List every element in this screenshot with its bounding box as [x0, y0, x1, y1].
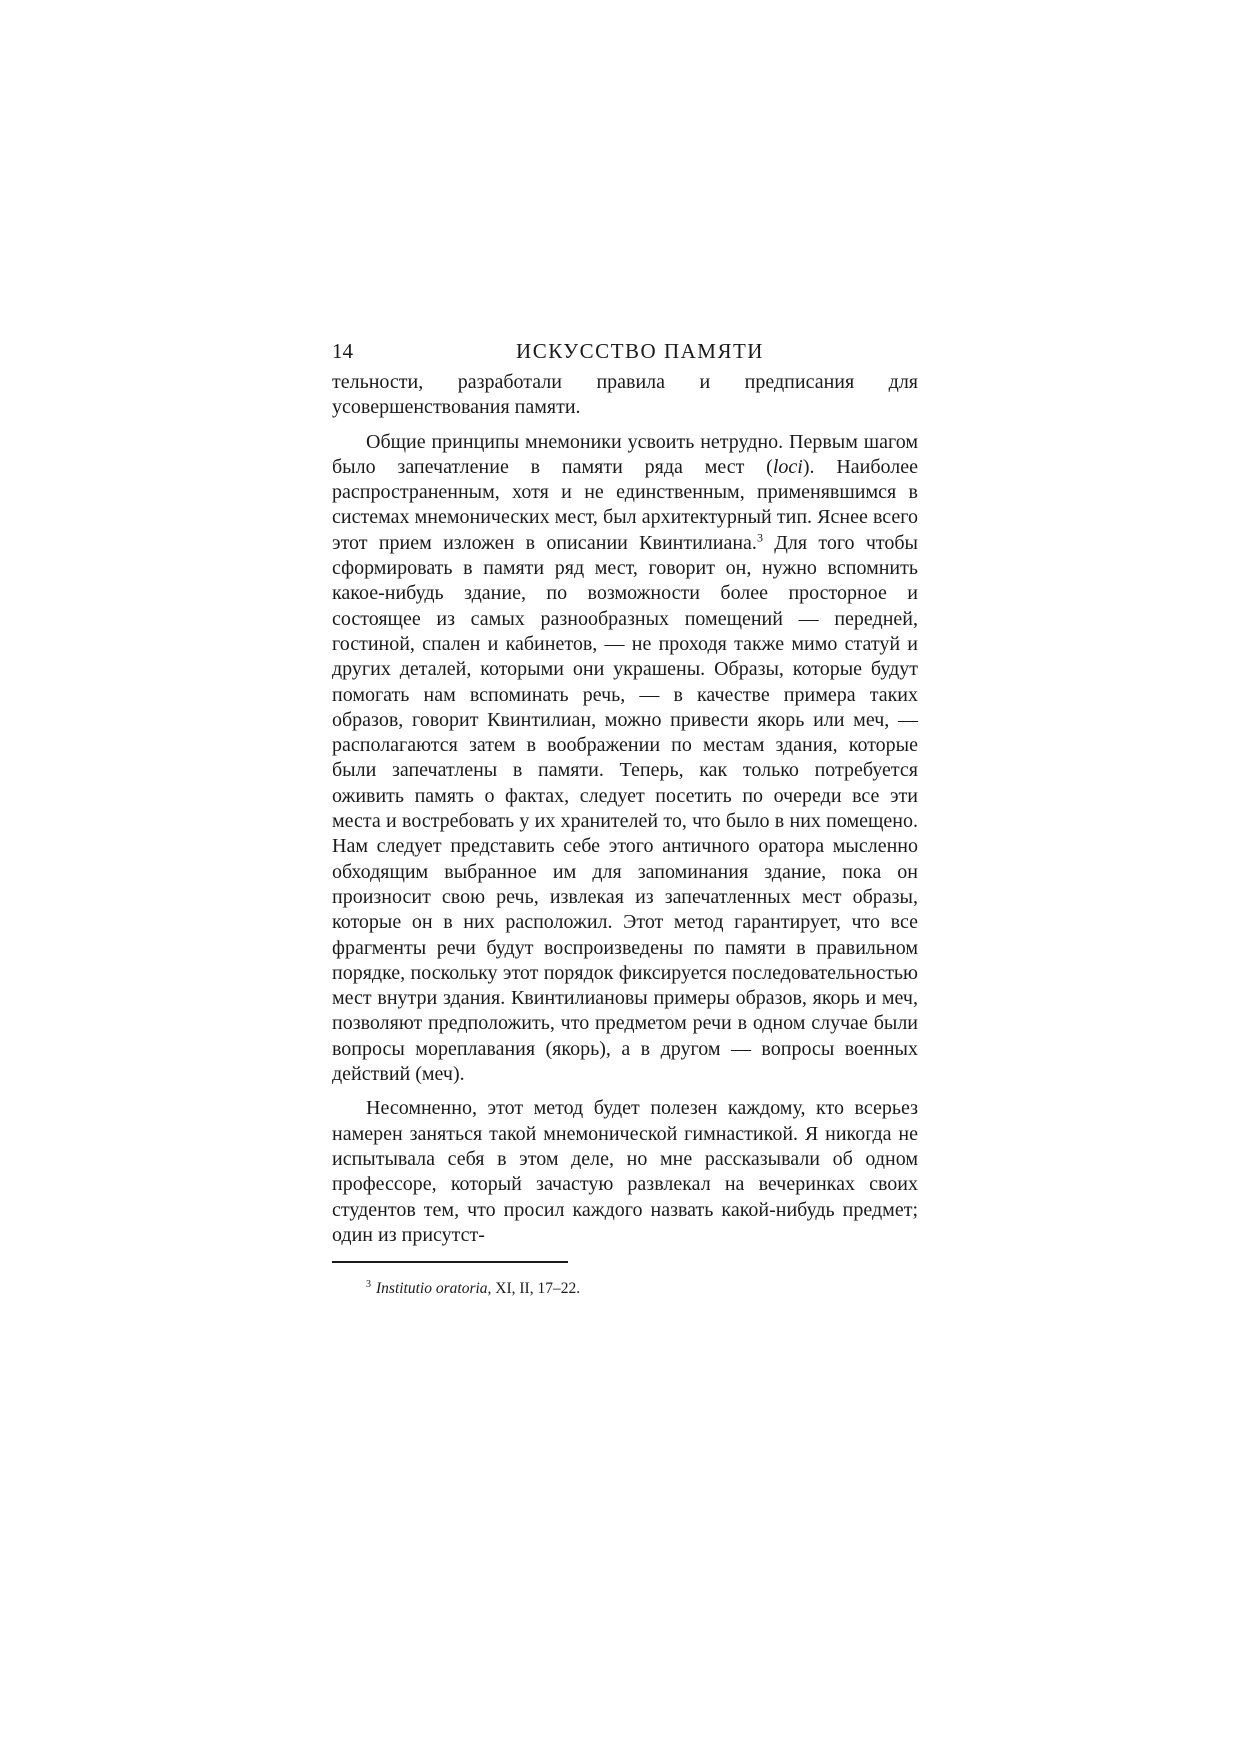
paragraph-2-text-b: ). Наиболее распространенным, хотя и не единственным, применявшимся в системах мнемонических мест, был архитектурный тип. Яснее всего этот прием изложен в описании Квинтилиана.: [332, 455, 918, 554]
footnote: [332, 1279, 918, 1299]
footnote-work-title: Institutio oratoria: [376, 1280, 488, 1298]
paragraph-3-text: Несомненно, этот метод будет полезен каждому, кто всерьез намерен заняться такой мнемонической гимнастикой. Я никогда не испытывала себя в этом деле, но мне рассказывали об одном профессоре, который зачастую развлекал на вечеринках своих студентов тем, что просил каждого назвать какой-нибудь предмет; один из присутст-: [332, 1097, 918, 1246]
running-header: [332, 336, 918, 366]
paragraph-1-text: тельности, разработали правила и предписания для усовершенствования памяти.: [332, 371, 918, 419]
loci-term: loci: [772, 455, 803, 478]
running-title: ИСКУССТВО ПАМЯТИ: [516, 339, 764, 363]
footnote-reference-text: , XI, II, 17–22.: [487, 1280, 581, 1298]
footnote-mark: 3: [366, 1278, 371, 1290]
paragraph-3: [332, 1096, 918, 1248]
body-text: [332, 370, 918, 1248]
footnote-divider: [332, 1261, 568, 1263]
paragraph-1: [332, 370, 918, 421]
paragraph-2: [332, 430, 918, 1088]
footnote-reference[interactable]: 3: [756, 530, 763, 545]
paragraph-2-text-c: Для того чтобы сформировать в памяти ряд мест, говорит он, нужно вспомнить какое-нибудь здание, по возможности более просторное и состоящее из самых разнообразных помещений — передней, гостиной, спален и кабинетов, — не проходя также мимо статуй и других деталей, которыми они украшены. Образы, которые будут помогать нам вспоминать речь, — в качестве примера таких образов, говорит Квинтилиан, можно привести якорь или меч, — располагаются затем в воображении по местам здания, которые были запечатлены в памяти. Теперь, как только потребуется оживить память о фактах, следует посетить по очереди все эти места и востребовать у их хранителей то, что было в них помещено. Нам следует представить себе этого античного оратора мысленно обходящим выбранное им для запоминания здание, пока он произносит свою речь, извлекая из запечатленных мест образы, которые он в них расположил. Этот метод гарантирует, что все фрагменты речи будут воспроизведены по памяти в правильном порядке, поскольку этот порядок фиксируется последовательностью мест внутри здания. Квинтилиановы примеры образов, якорь и меч, позволяют предположить, что предметом речи в одном случае были вопросы мореплавания (якорь), а в другом — вопросы военных действий (меч).: [332, 531, 918, 1086]
paragraph-2-text-a: Общие принципы мнемоники усвоить нетрудно. Первым шагом было запечатление в памяти ряда мест (: [332, 430, 918, 478]
page-column: [332, 336, 918, 1299]
page-number: 14: [332, 339, 353, 363]
